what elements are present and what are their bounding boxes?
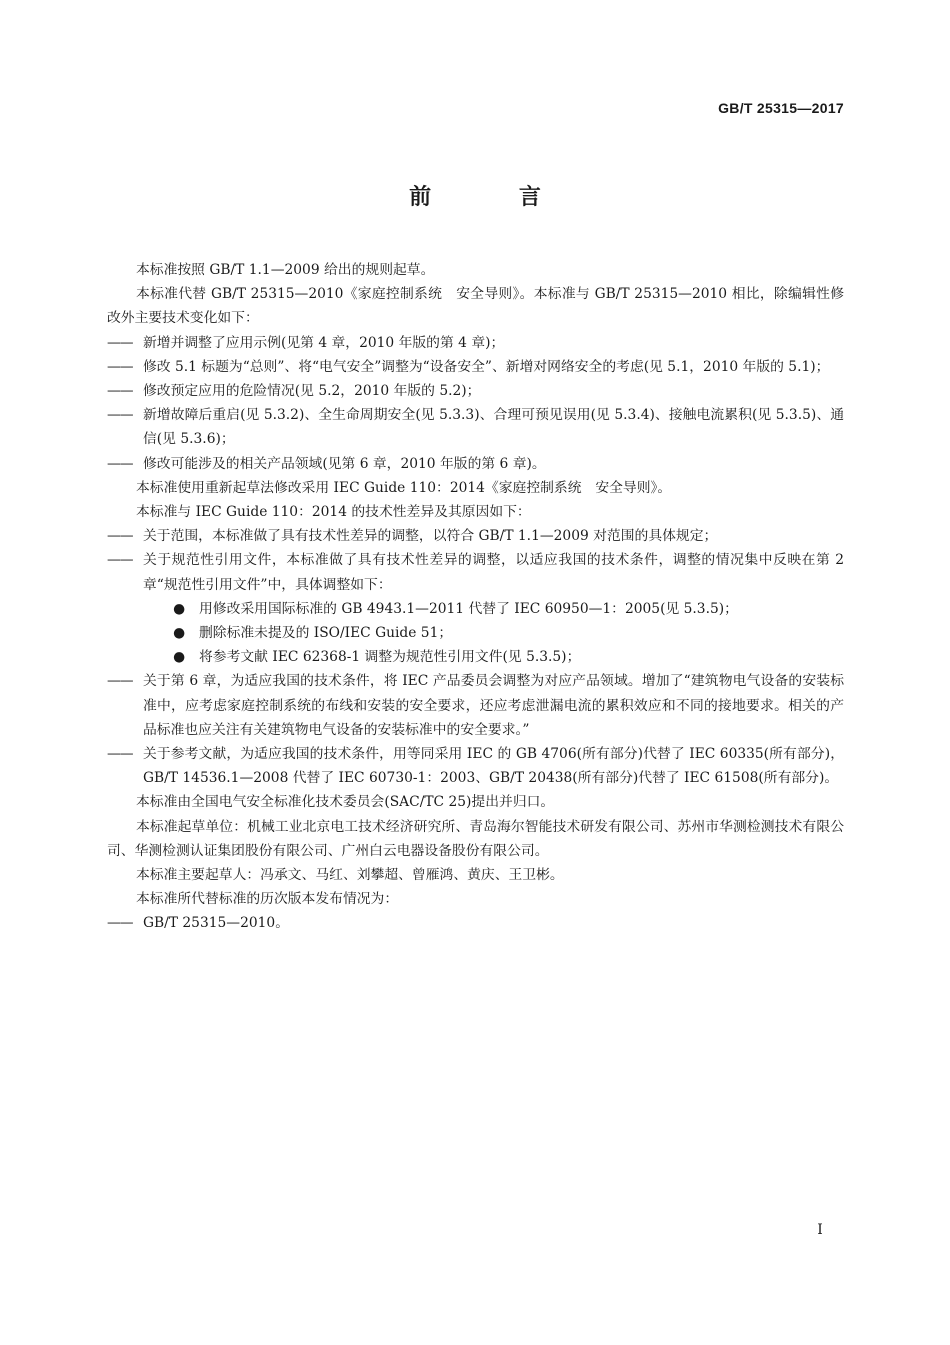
dash-list-item xyxy=(107,331,844,355)
list-item-text: 关于范围，本标准做了具有技术性差异的调整，以符合 GB/T 1.1—2009 对范围的具体规定； xyxy=(143,528,718,545)
list-item-text: 关于参考文献，为适应我国的技术条件，用等同采用 IEC 的 GB 4706(所有部分)代替了 IEC 60335(所有部分)，GB/T 14536.1—2008 代替了 IEC 60730-1：2003、GB/T 20438(所有部分)代替了 IEC 61508(所有部分)。 xyxy=(143,746,844,787)
dash-mark: —— xyxy=(107,552,133,569)
list-item-text: 新增并调整了应用示例(见第 4 章，2010 年版的第 4 章)； xyxy=(143,334,505,351)
paragraph: 本标准起草单位：机械工业北京电工技术经济研究所、青岛海尔智能技术研发有限公司、苏州市华测检测技术有限公司、华测检测认证集团股份有限公司、广州白云电器设备股份有限公司。 xyxy=(107,818,844,859)
dash-mark: —— xyxy=(107,407,133,424)
dash-list-item xyxy=(107,379,844,403)
list-item-text: 关于规范性引用文件，本标准做了具有技术性差异的调整，以适应我国的技术条件，调整的情况集中反映在第 2 章“规范性引用文件”中，具体调整如下： xyxy=(143,552,844,593)
paragraph: 本标准与 IEC Guide 110：2014 的技术性差异及其原因如下： xyxy=(136,504,531,521)
dash-mark: —— xyxy=(107,528,133,545)
dash-mark: —— xyxy=(107,383,133,400)
list-item-text: 修改预定应用的危险情况(见 5.2，2010 年版的 5.2)； xyxy=(143,383,481,400)
paragraph: 本标准主要起草人：冯承文、马红、刘攀超、曾雁鸿、黄庆、王卫彬。 xyxy=(136,867,564,884)
dash-list-item xyxy=(107,742,844,790)
bullet-list-item xyxy=(107,597,844,621)
list-item-text: 关于第 6 章，为适应我国的技术条件，将 IEC 产品委员会调整为对应产品领域。增加了“建筑物电气设备的安装标准中，应考虑家庭控制系统的布线和安装的安全要求，还应考虑泄漏电流的累积效应和不同的接地要求。相关的产品标准也应关注有关建筑物电气设备的安装标准中的安全要求。” xyxy=(143,673,844,738)
dash-list-item xyxy=(107,548,844,596)
dash-mark: —— xyxy=(107,746,133,763)
dash-mark: —— xyxy=(107,358,133,375)
bullet-list-item xyxy=(107,621,844,645)
dash-mark: —— xyxy=(107,673,133,690)
page-number: I xyxy=(817,1222,823,1238)
paragraph: 本标准代替 GB/T 25315—2010《家庭控制系统 安全导则》。本标准与 GB/T 25315—2010 相比，除编辑性修改外主要技术变化如下： xyxy=(107,286,844,327)
dash-mark: —— xyxy=(107,455,133,472)
dash-list-item xyxy=(107,669,844,742)
dash-list-item xyxy=(107,452,844,476)
list-item-text: 将参考文献 IEC 62368-1 调整为规范性引用文件(见 5.3.5)； xyxy=(199,649,581,666)
paragraph: 本标准所代替标准的历次版本发布情况为： xyxy=(136,891,399,908)
list-item-text: 用修改采用国际标准的 GB 4943.1—2011 代替了 IEC 60950—1：2005(见 5.3.5)； xyxy=(199,600,738,617)
standard-code: GB/T 25315—2017 xyxy=(718,100,844,116)
bullet-dot-icon: ● xyxy=(173,625,186,642)
paragraph: 本标准按照 GB/T 1.1—2009 给出的规则起草。 xyxy=(136,262,435,278)
list-item-text: 删除标准未提及的 ISO/IEC Guide 51； xyxy=(199,625,453,642)
dash-list-item xyxy=(107,403,844,451)
list-item-text: 新增故障后重启(见 5.3.2)、全生命周期安全(见 5.3.3)、合理可预见误用(见 5.3.4)、接触电流累积(见 5.3.5)、通信(见 5.3.6)； xyxy=(143,407,844,448)
list-item-text: GB/T 25315—2010。 xyxy=(143,915,289,932)
document-body xyxy=(107,258,844,936)
dash-list-item xyxy=(107,911,844,935)
paragraph: 本标准使用重新起草法修改采用 IEC Guide 110：2014《家庭控制系统 安全导则》。 xyxy=(136,479,672,496)
list-item-text: 修改 5.1 标题为“总则”、将“电气安全”调整为“设备安全”、新增对网络安全的考虑(见 5.1，2010 年版的 5.1)； xyxy=(143,358,830,375)
bullet-dot-icon: ● xyxy=(173,600,186,617)
dash-mark: —— xyxy=(107,334,133,351)
dash-mark: —— xyxy=(107,915,133,932)
dash-list-item xyxy=(107,355,844,379)
bullet-list-item xyxy=(107,645,844,669)
bullet-dot-icon: ● xyxy=(173,649,186,666)
paragraph: 本标准由全国电气安全标准化技术委员会(SAC/TC 25)提出并归口。 xyxy=(136,794,555,811)
page-title: 前 言 xyxy=(409,185,581,210)
dash-list-item xyxy=(107,524,844,548)
list-item-text: 修改可能涉及的相关产品领域(见第 6 章，2010 年版的第 6 章)。 xyxy=(143,455,546,472)
